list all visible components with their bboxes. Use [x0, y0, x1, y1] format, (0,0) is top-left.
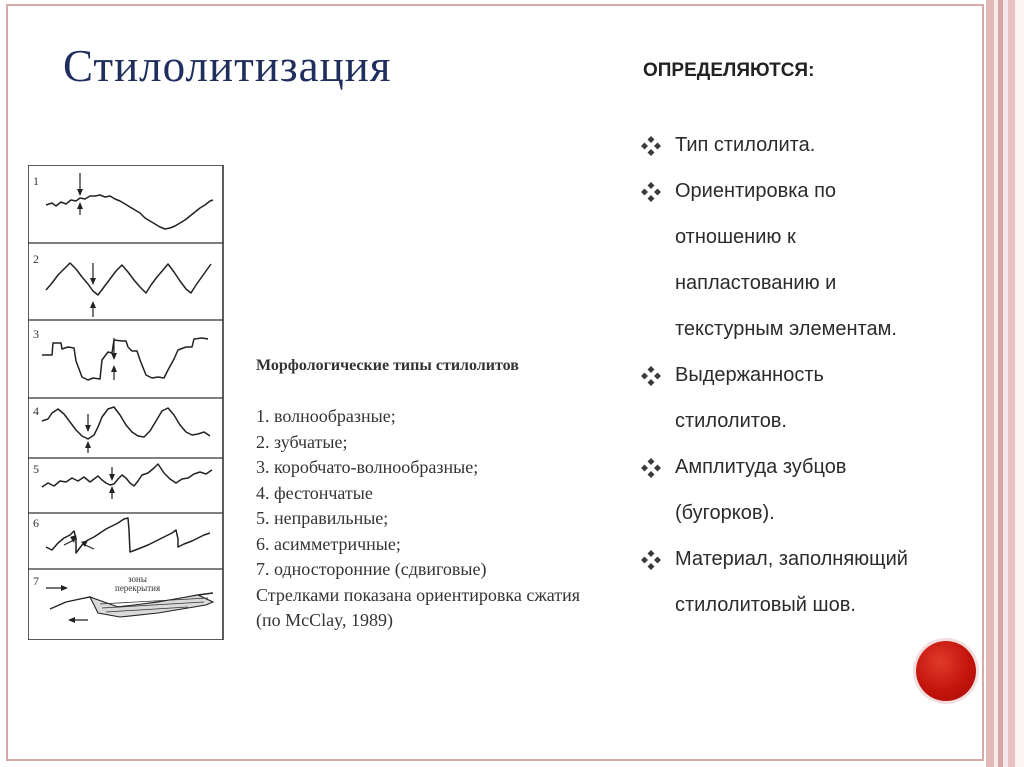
diamond-bullet-icon [640, 457, 662, 479]
bullet-item [640, 448, 985, 540]
diamond-bullet-icon [640, 365, 662, 387]
panel-frames [28, 165, 223, 640]
legend-item: 2. зубчатые; [256, 431, 348, 452]
dentate-stylolite-line [46, 263, 211, 295]
panel-number: 2 [33, 252, 39, 266]
bullet-text: стилолитовый шов. [675, 594, 856, 616]
bullet-text: стилолитов. [675, 410, 787, 432]
bullet-text: Ориентировка по [675, 180, 837, 202]
asymmetric-stylolite-line [46, 518, 210, 553]
panel7-shear-drawing [50, 593, 213, 617]
bullet-item [640, 356, 985, 448]
figure-heading: Морфологические типы стилолитов [256, 357, 519, 374]
slide-title: Стилолитизация [63, 41, 392, 91]
legend-item: 3. коробчато-волнообразные; [256, 457, 479, 477]
zone-label-line: перекрытия [115, 583, 161, 593]
bullet-list [640, 126, 985, 632]
zone-label-line: зоны [128, 574, 147, 584]
bullet-text: Выдержанность [675, 364, 824, 386]
bullet-item [640, 126, 985, 172]
figure-legend [256, 404, 580, 634]
compression-arrow-icon [85, 414, 91, 453]
legend-item: 6. асимметричные; [256, 533, 401, 554]
diamond-bullet-icon [640, 549, 662, 571]
compression-arrow-icon [64, 535, 94, 549]
panel-number: 5 [33, 462, 39, 476]
decorative-stripes [984, 0, 1024, 767]
shear-zone-label [115, 574, 160, 593]
panel-numbers [33, 174, 39, 588]
compression-arrow-icon [111, 338, 117, 380]
shear-arrow-icon [46, 585, 68, 591]
legend-item: 5. неправильные; [256, 508, 389, 528]
panel-number: 4 [33, 404, 39, 418]
legend-item: 1. волнообразные; [256, 406, 396, 426]
bullet-text: (бугорков). [675, 502, 775, 524]
red-circle-ornament [916, 641, 976, 701]
bullet-text: Материал, заполняющий [675, 548, 908, 570]
festoon-stylolite-line [42, 407, 210, 439]
bullet-item [640, 540, 985, 632]
bullet-text: текстурным элементам. [675, 318, 897, 340]
irregular-stylolite-line [42, 464, 212, 487]
legend-item: 4. фестончатые [256, 482, 373, 503]
legend-item: 7. односторонние (сдвиговые) [256, 559, 487, 579]
legend-item: Стрелками показана ориентировка сжатия [256, 584, 581, 605]
bullet-text: отношению к [675, 226, 796, 248]
wave-stylolite-line [46, 195, 213, 229]
bullet-text: напластованию и [675, 272, 837, 294]
bullets-header: ОПРЕДЕЛЯЮТСЯ: [643, 60, 815, 81]
panel-number: 3 [33, 327, 39, 341]
panel-number: 6 [33, 516, 39, 530]
box-wave-stylolite-line [42, 338, 208, 380]
diamond-bullet-icon [640, 181, 662, 203]
legend-item: (по McClay, 1989) [256, 610, 393, 630]
bullet-text: Тип стилолита. [675, 134, 816, 156]
diamond-bullet-icon [640, 135, 662, 157]
compression-arrow-icon [77, 173, 83, 215]
panel-number: 7 [33, 574, 39, 588]
shear-arrow-icon [68, 617, 88, 623]
bullet-text: Амплитуда зубцов [675, 456, 847, 478]
panel-number: 1 [33, 174, 39, 188]
bullet-item [640, 172, 985, 356]
